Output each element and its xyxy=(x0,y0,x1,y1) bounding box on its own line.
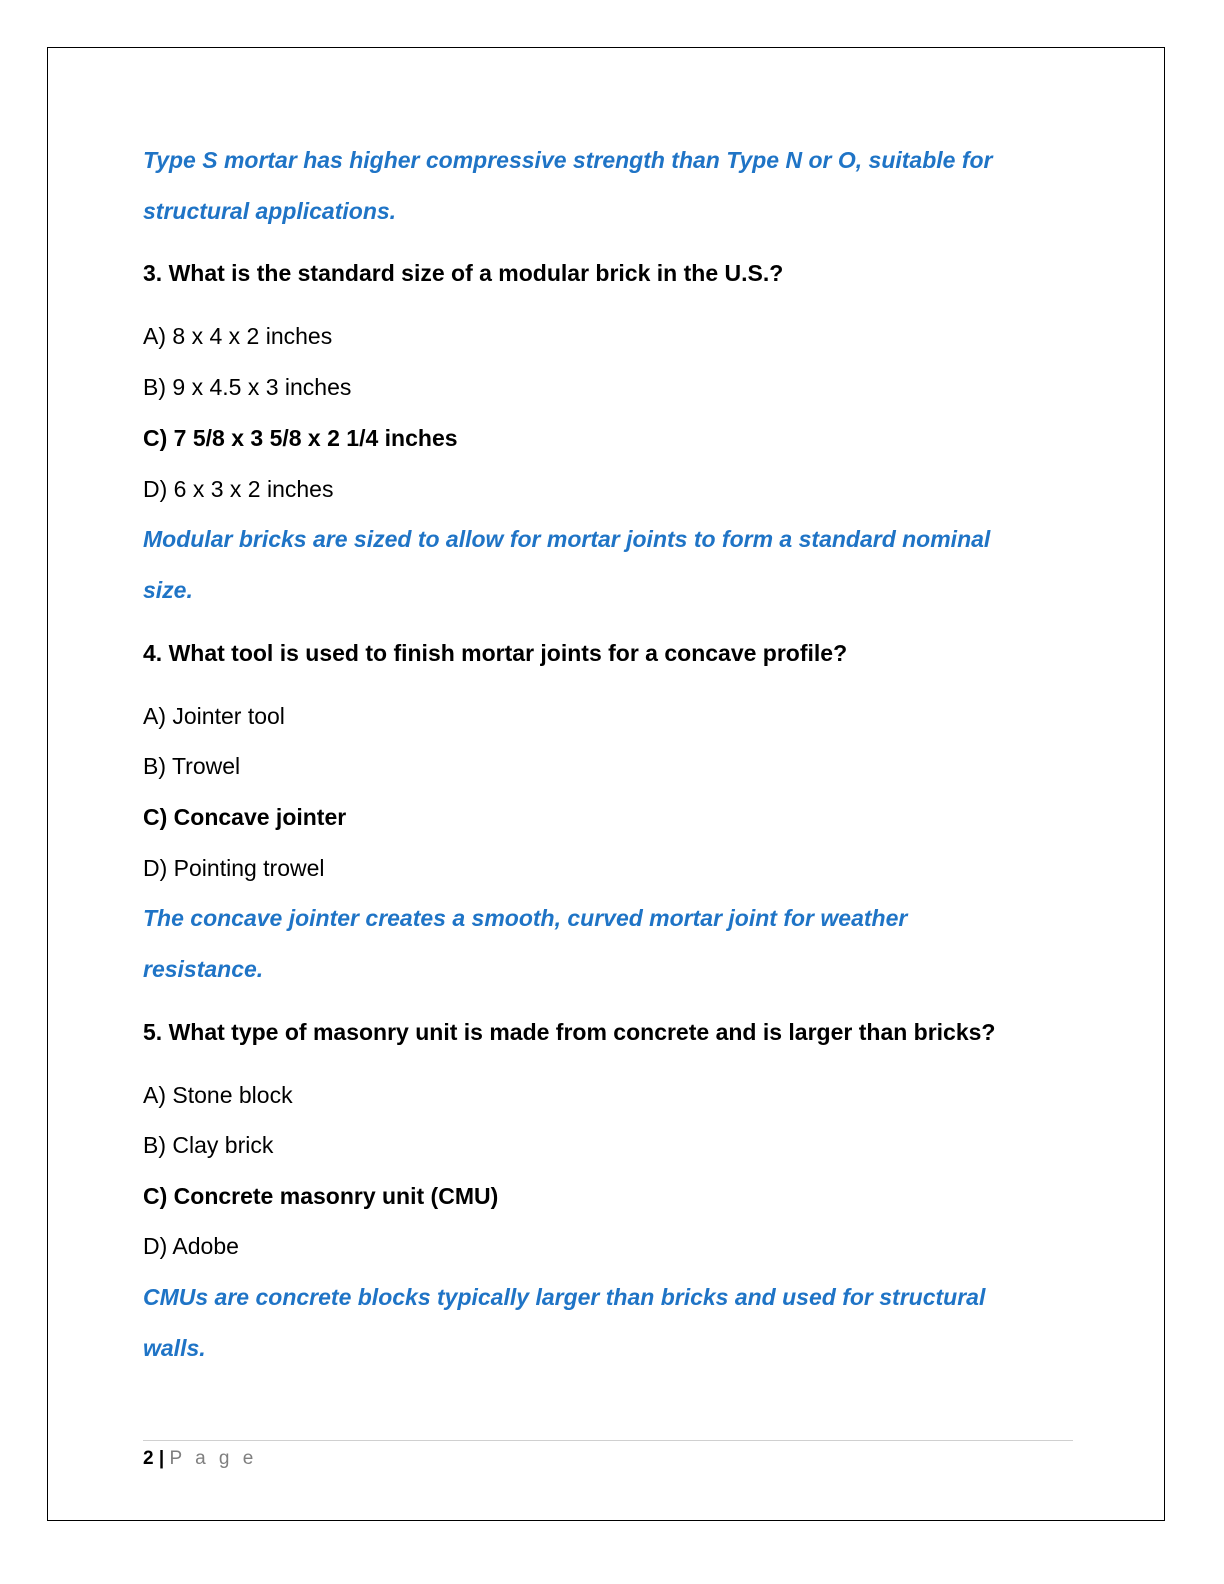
question-4-title: 4. What tool is used to finish mortar joints for a concave profile? xyxy=(143,640,848,666)
question-5-explanation: walls. xyxy=(143,1335,206,1361)
page-footer xyxy=(143,1448,257,1470)
question-3-option-d: D) 6 x 3 x 2 inches xyxy=(143,476,334,502)
question-3-option-b: B) 9 x 4.5 x 3 inches xyxy=(143,374,352,400)
footer-divider xyxy=(143,1440,1073,1441)
question-4-option-c-correct: C) Concave jointer xyxy=(143,804,347,830)
page-label: P a g e xyxy=(169,1448,258,1469)
footer-separator: | xyxy=(158,1448,165,1469)
question-3-title: 3. What is the standard size of a modular brick in the U.S.? xyxy=(143,260,784,286)
page-number: 2 xyxy=(143,1448,154,1469)
question-4-option-a: A) Jointer tool xyxy=(143,703,285,729)
question-3-explanation: Modular bricks are sized to allow for mortar joints to form a standard nominal xyxy=(143,526,991,552)
question-5-option-b: B) Clay brick xyxy=(143,1132,274,1158)
question-5-explanation: CMUs are concrete blocks typically larger than bricks and used for structural xyxy=(143,1284,986,1310)
question-5-title: 5. What type of masonry unit is made from concrete and is larger than bricks? xyxy=(143,1019,996,1045)
question-4-explanation: resistance. xyxy=(143,956,264,982)
question-4-option-d: D) Pointing trowel xyxy=(143,855,325,881)
explanation-text: Type S mortar has higher compressive strength than Type N or O, suitable for xyxy=(143,147,993,173)
question-5-option-a: A) Stone block xyxy=(143,1082,293,1108)
explanation-text: structural applications. xyxy=(143,198,397,224)
question-3-option-c-correct: C) 7 5/8 x 3 5/8 x 2 1/4 inches xyxy=(143,425,458,451)
question-3-explanation: size. xyxy=(143,577,193,603)
question-5-option-d: D) Adobe xyxy=(143,1233,239,1259)
question-5-option-c-correct: C) Concrete masonry unit (CMU) xyxy=(143,1183,499,1209)
question-3-option-a: A) 8 x 4 x 2 inches xyxy=(143,323,333,349)
question-4-explanation: The concave jointer creates a smooth, curved mortar joint for weather xyxy=(143,905,908,931)
question-4-option-b: B) Trowel xyxy=(143,753,241,779)
